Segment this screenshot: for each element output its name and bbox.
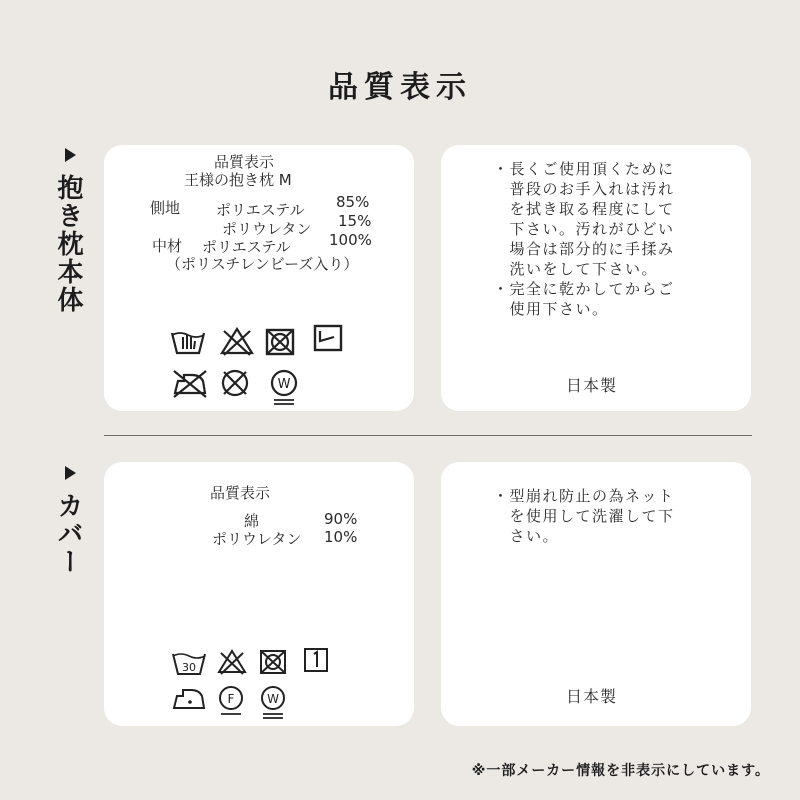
svg-text:W: W [267,692,279,706]
cover-material-2: ポリウレタン [212,530,302,548]
pillow-material-3: ポリエステル [202,238,291,256]
wet-clean-icon [258,684,288,722]
no-tumble-dry-icon [264,327,296,357]
pillow-note-card [441,145,751,411]
page-title: 品質表示 [328,70,472,105]
triangle-marker-icon [65,148,76,162]
pillow-percent-1: 85% [336,193,370,211]
section-label-cover-text: カバー [53,492,83,576]
cover-percent-2: 10% [324,528,358,546]
section-label-pillow [48,148,88,314]
iron-low-icon [170,686,208,712]
cover-made-in: 日本製 [566,687,618,706]
pillow-filling-label: 中材 [152,237,183,255]
dry-clean-f-icon [216,684,246,718]
cover-care-note: ・型崩れ防止の為ネット を使用して洗濯して下 さい。 [493,487,675,545]
pillow-material-1: ポリエステル [216,201,305,219]
footer-note: ※一部メーカー情報を非表示にしています。 [471,763,770,779]
wash-30-icon [170,646,208,678]
hand-wash-icon [168,325,208,357]
no-bleach-icon [216,648,248,676]
pillow-tag-product: 王様の抱き枕 M [184,171,292,189]
pillow-material-3-note: （ポリスチレンビーズ入り） [166,255,359,273]
svg-text:F: F [227,692,235,706]
pillow-percent-2: 15% [338,212,372,230]
pillow-tag-card [104,145,414,411]
svg-text:W: W [277,377,291,392]
svg-text:30: 30 [182,661,196,674]
triangle-marker-icon [65,466,76,480]
cover-tag-card [104,462,414,726]
pillow-care-note: ・長くご使用頂くために 普段のお手入れは汚れ を拭き取る程度にして 下さい。汚れがひどい 場合は部分的に手揉み 洗いをして下さい。 ・完全に乾かしてからご 使用下さい。 [493,160,675,318]
cover-material-1: 綿 [244,512,260,530]
cover-note-card [441,462,751,726]
cover-percent-1: 90% [324,510,358,528]
pillow-material-2: ポリウレタン [222,220,312,238]
section-label-pillow-text: 抱き枕本体 [53,174,83,314]
no-tumble-dry-icon [258,648,288,676]
no-dry-clean-icon [218,367,252,399]
section-label-cover [48,466,88,576]
section-divider [104,435,752,436]
line-dry-icon [312,323,344,353]
wet-clean-icon [268,367,300,407]
cover-tag-title: 品質表示 [210,484,271,502]
pillow-side-label: 側地 [150,199,181,217]
line-dry-icon [302,646,330,674]
pillow-made-in: 日本製 [566,376,618,395]
pillow-tag-title: 品質表示 [214,153,275,171]
no-iron-icon [170,367,210,399]
no-bleach-icon [218,325,256,357]
pillow-percent-3: 100% [329,231,372,249]
